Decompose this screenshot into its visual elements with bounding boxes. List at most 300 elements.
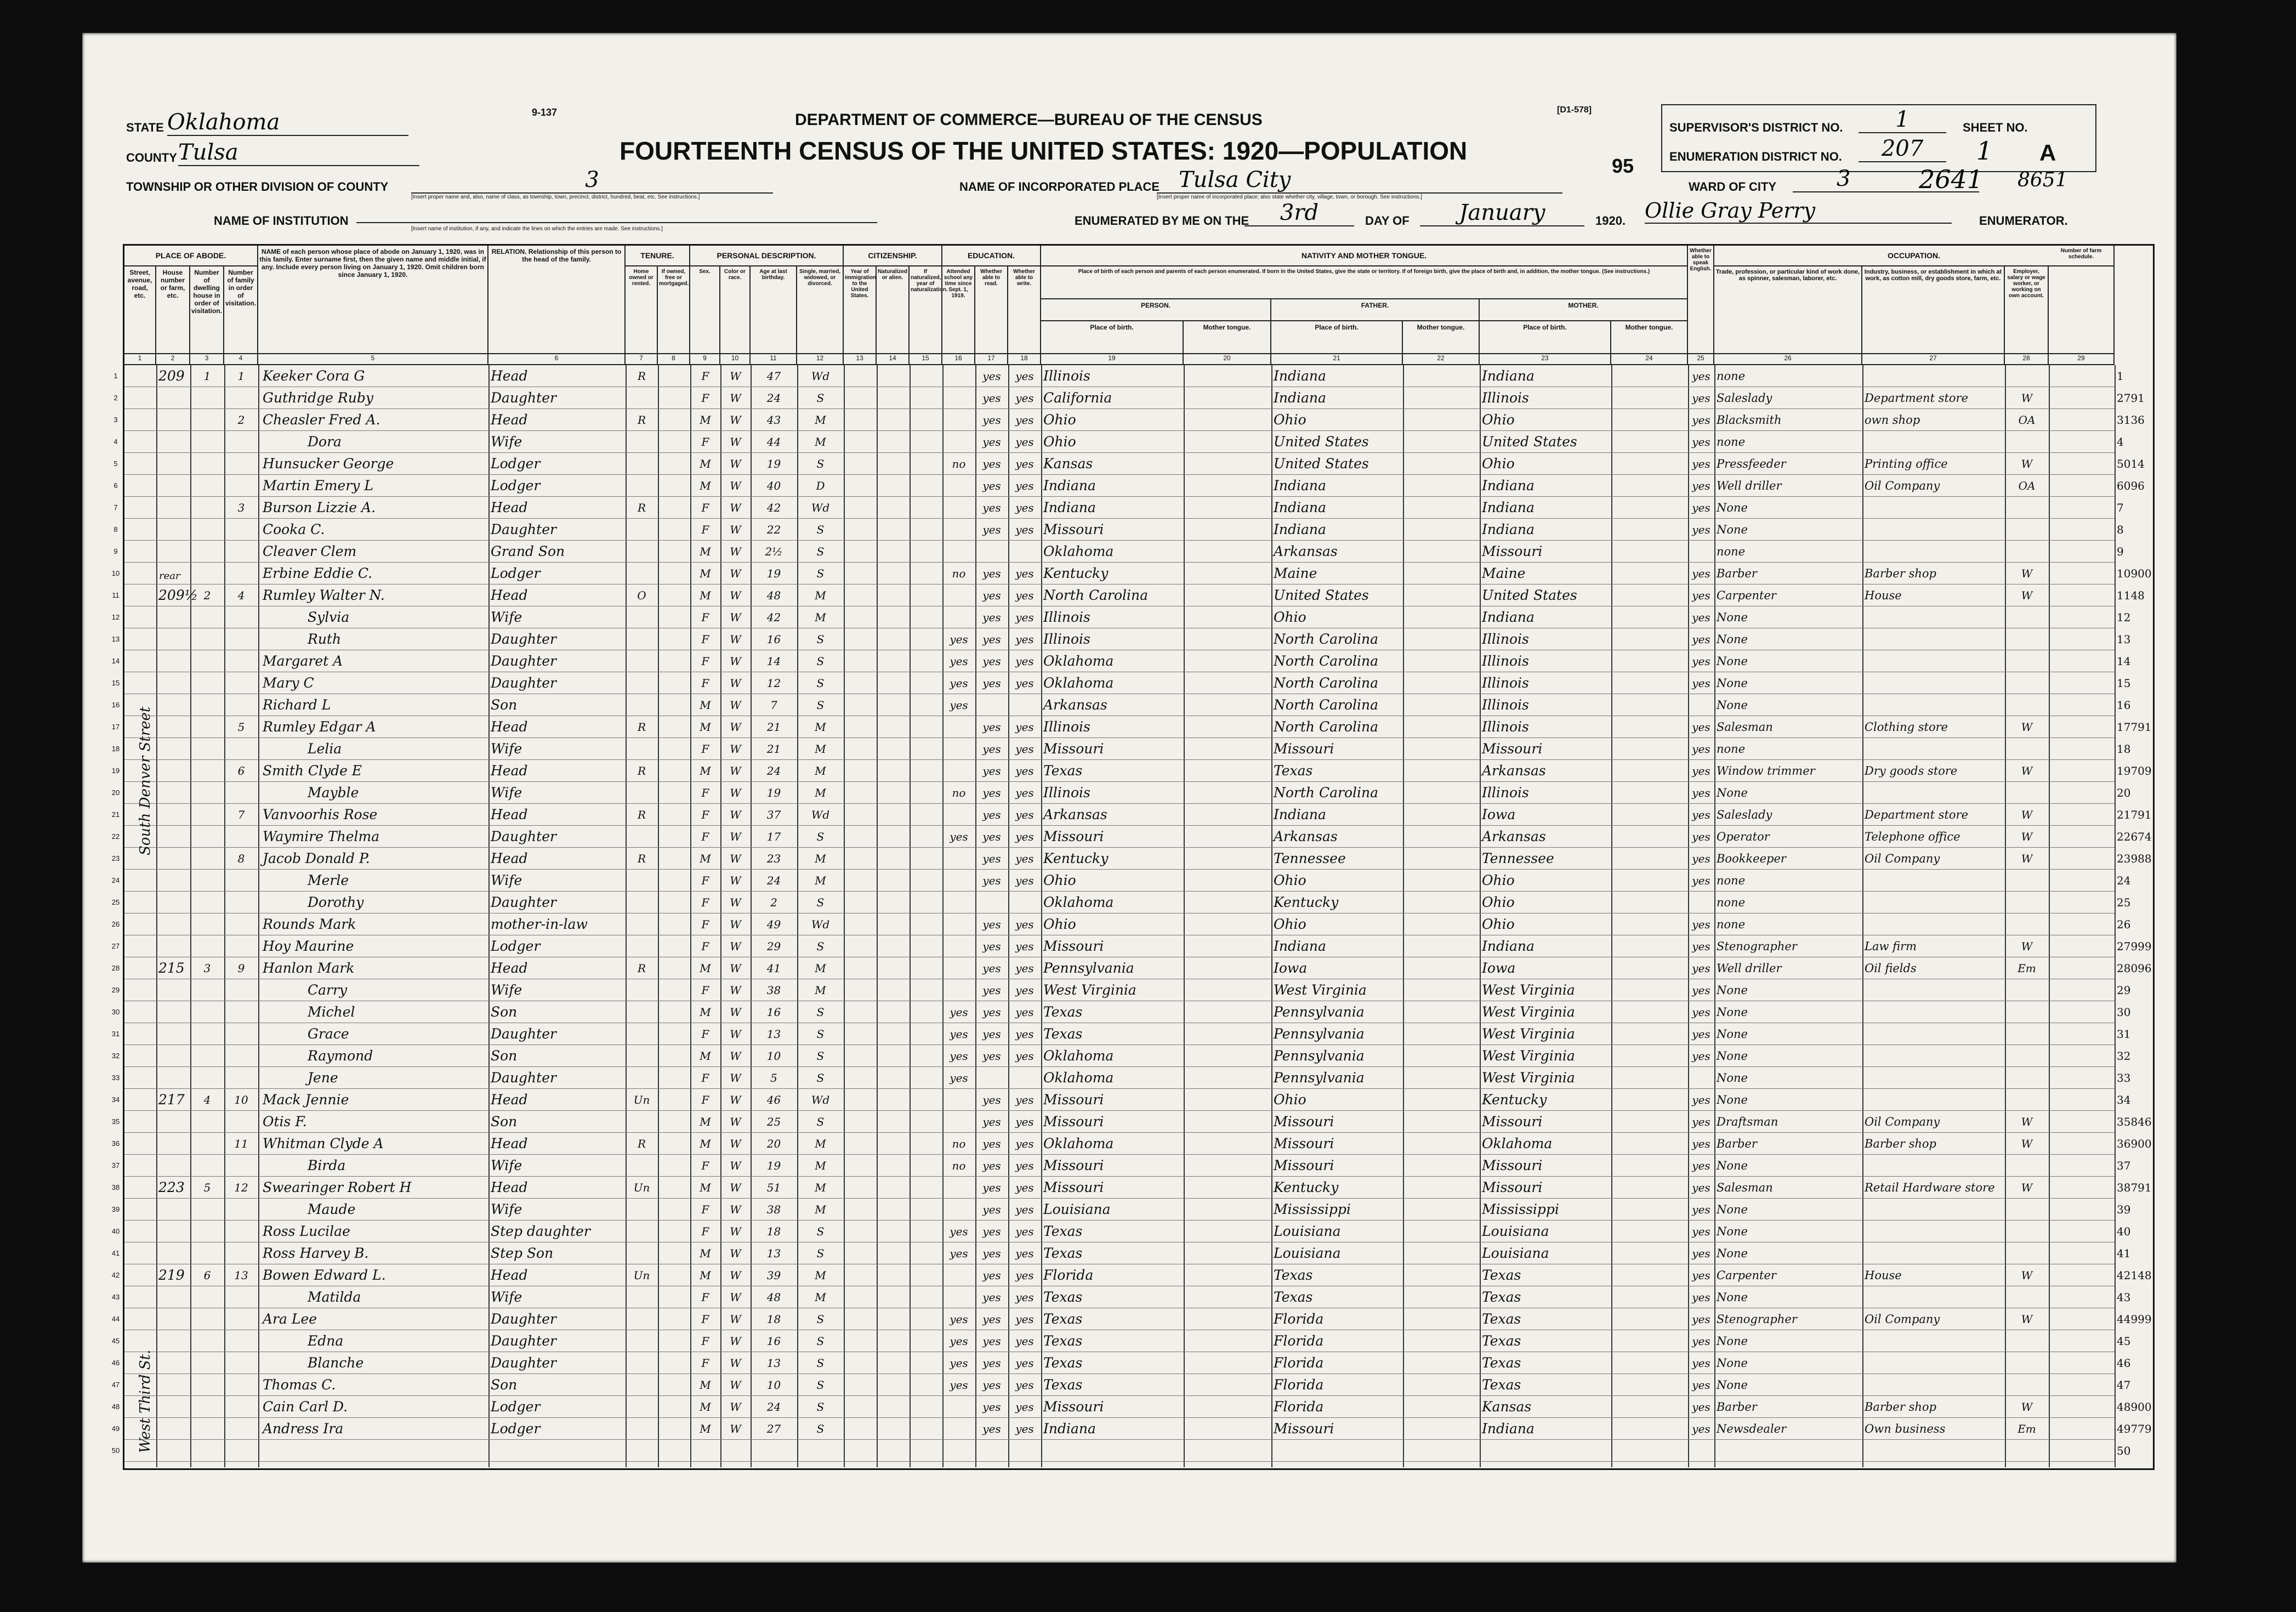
cell-mar: Wd (811, 918, 830, 931)
nativity-note: Place of birth of each person and parents of each person enumerated. If born in the United States, give the state or territory. If of foreign birth, give the place of birth and, in addition, the mother tongue. (See instructions.) (1041, 266, 1688, 299)
column-number: 20 (1184, 353, 1271, 365)
cell-emp: W (2021, 457, 2033, 470)
cell-fpob: North Carolina (1274, 785, 1379, 801)
cell-own: R (637, 808, 646, 821)
cell-sex: F (701, 918, 709, 931)
cell-age: 16 (766, 1006, 781, 1019)
cell-sch: no (952, 457, 966, 470)
census-sheet (82, 33, 2176, 1563)
col-marital: Single, married, widowed, or divorced. (797, 266, 844, 353)
cell-ind: House (1865, 589, 1902, 602)
cell-age: 40 (766, 479, 781, 492)
cell-mpob: Indiana (1482, 478, 1535, 493)
cell-mpob: Indiana (1482, 500, 1535, 515)
cell-house (156, 672, 190, 694)
group-occupation: OCCUPATION. (1714, 246, 2115, 266)
row-number: 20 (111, 788, 120, 797)
column-number: 17 (975, 353, 1008, 365)
table-row (113, 387, 2145, 409)
table-row (111, 848, 2152, 870)
cell-eng: yes (1692, 1335, 1710, 1348)
cell-house (156, 1199, 190, 1221)
cell-fpob: Ohio (1274, 609, 1306, 625)
cell-sch: no (952, 1159, 966, 1172)
cell-mar: M (815, 413, 826, 427)
cell-house (156, 1440, 190, 1462)
cell-race: W (730, 1071, 741, 1085)
cell-race: W (730, 896, 741, 909)
column-number: 11 (751, 353, 797, 365)
cell-dw: 1 (203, 370, 211, 383)
cell-sex: F (701, 1203, 709, 1216)
page-title: FOURTEENTH CENSUS OF THE UNITED STATES: 1920—POPULATION (620, 137, 1468, 165)
cell-rd: yes (982, 1356, 1001, 1370)
cell-fpob: Pennsylvania (1274, 1004, 1365, 1020)
table-row (113, 431, 2124, 453)
cell-sch (942, 365, 975, 387)
cell-fam (224, 1330, 258, 1352)
cell-age: 7 (770, 699, 777, 712)
row-number: 1 (113, 372, 118, 380)
cell-race: W (730, 457, 741, 470)
cell-wr: yes (1015, 830, 1034, 843)
row-number: 37 (111, 1161, 120, 1170)
cell-own (626, 672, 658, 694)
cell-eng: yes (1692, 808, 1710, 821)
department-heading: DEPARTMENT OF COMMERCE—BUREAU OF THE CENSUS (795, 111, 1263, 129)
cell-wr: yes (1015, 1093, 1034, 1106)
cell-rd: yes (982, 1422, 1001, 1435)
cell-pob: Florida (1043, 1267, 1094, 1283)
cell-fam (224, 979, 258, 1001)
cell-fam: 5 (237, 720, 245, 734)
cell-eng: yes (1692, 370, 1710, 383)
cell-mar: S (816, 457, 825, 470)
cell-mar: S (816, 567, 825, 580)
cell-emp: W (2021, 567, 2033, 580)
cell-rel: Head (491, 807, 528, 822)
cell-race: W (730, 1335, 741, 1348)
row-number: 17 (111, 723, 120, 731)
cell-age: 2 (770, 896, 777, 909)
rear-note: rear (159, 570, 180, 582)
row-number: 21 (111, 810, 120, 819)
cell-sex: M (700, 1006, 711, 1019)
row-code: 37 (2117, 1159, 2131, 1172)
cell-trade: Window trimmer (1717, 764, 1815, 777)
col-read: Whether able to read. (975, 266, 1008, 353)
cell-ind: Department store (1865, 808, 1969, 821)
cell-race: W (730, 545, 741, 558)
cell-sex: F (701, 1093, 709, 1106)
cell-rel: Daughter (491, 521, 556, 537)
cell-sex: F (701, 435, 709, 449)
cell-emp (2005, 628, 2049, 650)
cell-mar: Wd (811, 808, 830, 821)
cell-mar: M (815, 1291, 826, 1304)
cell-trade: none (1717, 918, 1746, 931)
cell-dw: 5 (203, 1181, 211, 1194)
cell-pob: Missouri (1043, 1157, 1104, 1173)
cell-fam: 4 (237, 589, 245, 602)
cell-eng: yes (1692, 457, 1710, 470)
row-code: 3136 (2117, 413, 2145, 427)
cell-house (156, 979, 190, 1001)
cell-wr: yes (1015, 786, 1034, 799)
cell-mpob: West Virginia (1482, 982, 1575, 998)
cell-age: 44 (766, 435, 781, 449)
cell-sch: yes (950, 830, 968, 843)
cell-race: W (730, 1356, 741, 1370)
cell-eng (1688, 1440, 1714, 1462)
cell-fam (224, 519, 258, 541)
cell-name: Mayble (308, 785, 359, 801)
cell-fpob: Texas (1274, 1267, 1313, 1283)
cell-emp (2005, 365, 2049, 387)
cell-rd: yes (982, 1137, 1001, 1150)
cell-eng (1688, 694, 1714, 716)
cell-own: Un (633, 1093, 650, 1106)
cell-name: Lelia (308, 741, 342, 757)
cell-wr: yes (1015, 1115, 1034, 1128)
row-number: 24 (111, 876, 120, 884)
row-code: 28096 (2117, 962, 2152, 975)
cell-fpob: Missouri (1274, 1157, 1334, 1173)
cell-pob: Kansas (1043, 456, 1093, 472)
cell-eng: yes (1692, 962, 1710, 975)
cell-emp: W (2021, 1115, 2033, 1128)
enumerated-label: ENUMERATED BY ME ON THE (1075, 214, 1249, 228)
column-number: 1 (124, 353, 156, 365)
cell-house (156, 475, 190, 497)
cell-wr: yes (1015, 391, 1034, 405)
cell-rd: yes (982, 1159, 1001, 1172)
cell-house (156, 848, 190, 870)
cell-sch: yes (950, 1225, 968, 1238)
cell-house (156, 1330, 190, 1352)
sheet-letter: A (2039, 140, 2056, 166)
cell-mpob: Texas (1482, 1355, 1521, 1371)
cell-eng: yes (1692, 1028, 1710, 1041)
cell-fpob: Ohio (1274, 916, 1306, 932)
table-row (111, 563, 2152, 584)
township-value: 3 (411, 167, 773, 194)
cell-sch (942, 1199, 975, 1221)
row-code: 25 (2117, 896, 2131, 909)
row-number: 42 (111, 1271, 120, 1279)
cell-mpob: Missouri (1482, 1179, 1543, 1195)
column-number: 21 (1271, 353, 1403, 365)
sheet-value: 1 (1976, 136, 1993, 166)
cell-mpob: Maine (1482, 565, 1526, 581)
cell-wr (1008, 541, 1041, 563)
cell-sch (942, 1111, 975, 1133)
row-code: 45 (2117, 1335, 2131, 1348)
cell-mpob: Illinois (1482, 719, 1529, 735)
cell-mar: S (816, 896, 825, 909)
cell-own (626, 453, 658, 475)
cell-name: Jacob Donald P. (263, 850, 370, 866)
col-naturalized: Naturalized or alien. (877, 266, 910, 353)
cell-trade: Barber (1717, 567, 1757, 580)
cell-ind (1862, 606, 2005, 628)
cell-race: W (730, 1115, 741, 1128)
cell-mpob: Illinois (1482, 675, 1529, 691)
street-note-south-denver: South Denver Street (137, 706, 154, 855)
cell-rel: Wife (491, 1289, 522, 1305)
cell-eng (1688, 1067, 1714, 1089)
cell-sch (942, 870, 975, 892)
cell-fpob: Mississippi (1274, 1201, 1351, 1217)
cell-own (626, 563, 658, 584)
cell-race: W (730, 1203, 741, 1216)
cell-sex: M (700, 1269, 711, 1282)
cell-trade: Saleslady (1717, 808, 1772, 821)
cell-house (156, 1111, 190, 1133)
table-row (113, 365, 2124, 387)
cell-fpob: Ohio (1274, 1092, 1306, 1108)
column-number: 24 (1611, 353, 1688, 365)
table-row (111, 1286, 2131, 1308)
cell-wr: yes (1015, 720, 1034, 734)
cell-house: 219 (158, 1267, 185, 1283)
cell-dw (190, 541, 224, 563)
cell-wr: yes (1015, 1335, 1034, 1348)
row-code: 30 (2117, 1006, 2131, 1019)
cell-dw (190, 1133, 224, 1155)
cell-own (626, 1001, 658, 1023)
cell-mpob: Texas (1482, 1377, 1521, 1393)
cell-dw (190, 606, 224, 628)
cell-fam: 10 (234, 1093, 248, 1106)
cell-ind: Oil fields (1865, 962, 1917, 975)
cell-wr: yes (1015, 1137, 1034, 1150)
cell-rel: Daughter (491, 1026, 556, 1042)
cell-rel: Head (491, 1092, 528, 1108)
cell-race: W (730, 1247, 741, 1260)
cell-own (626, 519, 658, 541)
column-number: 25 (1688, 353, 1714, 365)
cell-fam (224, 672, 258, 694)
cell-rel: Wife (491, 785, 522, 801)
table-row (111, 1440, 2131, 1462)
cell-sex: F (701, 786, 709, 799)
cell-race: W (730, 633, 741, 646)
col-employer: Employer, salary or wage worker, or working on own account. (2005, 266, 2049, 353)
cell-rd (975, 541, 1008, 563)
row-code: 35846 (2117, 1115, 2152, 1128)
cell-emp (2005, 913, 2049, 935)
cell-rd: yes (982, 1378, 1001, 1392)
cell-pob: Texas (1043, 763, 1083, 779)
cell-name: Martin Emery L (263, 478, 373, 493)
cell-emp: W (2021, 1181, 2033, 1194)
cell-eng: yes (1692, 1006, 1710, 1019)
cell-sch (942, 1418, 975, 1440)
cell-mar: S (816, 545, 825, 558)
cell-pob: Illinois (1043, 368, 1090, 384)
table-row (111, 760, 2152, 782)
cell-wr: yes (1015, 1269, 1034, 1282)
cell-emp (2005, 782, 2049, 804)
cell-rel: Son (491, 1377, 518, 1393)
cell-pob: Indiana (1043, 478, 1096, 493)
cell-own (626, 1023, 658, 1045)
cell-rel: Head (491, 1179, 528, 1195)
cell-name: Smith Clyde E (263, 763, 362, 779)
cell-eng: yes (1692, 1291, 1710, 1304)
row-number: 48 (111, 1403, 120, 1411)
cell-trade: Blacksmith (1717, 413, 1782, 427)
cell-race: W (730, 391, 741, 405)
column-number: 3 (190, 353, 224, 365)
cell-wr (1008, 1440, 1041, 1462)
cell-sex: F (701, 1335, 709, 1348)
cell-eng: yes (1692, 874, 1710, 887)
cell-rd: yes (982, 523, 1001, 536)
cell-sch (942, 1264, 975, 1286)
cell-pob: Ohio (1043, 872, 1076, 888)
cell-house (156, 782, 190, 804)
cell-dw (190, 650, 224, 672)
cell-sch: yes (950, 1006, 968, 1019)
cell-eng: yes (1692, 1247, 1710, 1260)
cell-age: 29 (766, 940, 781, 953)
cell-dw (190, 475, 224, 497)
cell-rel: Head (491, 763, 528, 779)
cell-house (156, 1001, 190, 1023)
cell-eng: yes (1692, 918, 1710, 931)
cell-wr: yes (1015, 1028, 1034, 1041)
cell-trade: None (1717, 1335, 1748, 1348)
cell-rd: yes (982, 677, 1001, 690)
cell-fpob: Kentucky (1274, 894, 1339, 910)
cell-age: 24 (766, 764, 781, 777)
cell-emp (2005, 1199, 2049, 1221)
cell-house (156, 628, 190, 650)
cell-mar: S (816, 523, 825, 536)
cell-fpob: Kentucky (1274, 1179, 1339, 1195)
cell-fpob: Texas (1274, 1289, 1313, 1305)
cell-wr: yes (1015, 1313, 1034, 1326)
row-number: 28 (111, 964, 120, 972)
cell-rd: yes (982, 589, 1001, 602)
cell-race: W (730, 918, 741, 931)
cell-dw (190, 716, 224, 738)
cell-emp: W (2021, 720, 2033, 734)
cell-age: 49 (766, 918, 781, 931)
cell-race: W (730, 742, 741, 756)
cell-name: Blanche (308, 1355, 364, 1371)
table-row (111, 1089, 2131, 1111)
row-code: 48900 (2117, 1400, 2152, 1414)
cell-name: Burson Lizzie A. (263, 500, 376, 515)
ward-label: WARD OF CITY (1689, 180, 1777, 194)
cell-eng: yes (1692, 720, 1710, 734)
cell-mar: S (816, 1049, 825, 1063)
cell-race: W (730, 1137, 741, 1150)
cell-mpob: Texas (1482, 1267, 1521, 1283)
cell-race: W (730, 1093, 741, 1106)
cell-mpob: Louisiana (1482, 1245, 1549, 1261)
cell-name: Hoy Maurine (263, 938, 354, 954)
cell-rd: yes (982, 1335, 1001, 1348)
cell-name: Richard L (263, 697, 331, 713)
cell-mar: S (816, 1028, 825, 1041)
cell-dw (190, 1111, 224, 1133)
cell-sch (942, 1396, 975, 1418)
row-number: 15 (111, 679, 120, 687)
cell-pob: Oklahoma (1043, 1048, 1114, 1064)
group-tenure: TENURE. (626, 246, 690, 266)
cell-race: W (730, 1159, 741, 1172)
cell-sex: F (701, 808, 709, 821)
cell-name: Hunsucker George (263, 456, 394, 472)
cell-race: W (730, 1006, 741, 1019)
cell-sch: yes (950, 1335, 968, 1348)
cell-ind: Barber shop (1865, 1137, 1936, 1150)
cell-rel: Daughter (491, 1311, 556, 1327)
cell-rd: yes (982, 633, 1001, 646)
cell-eng: yes (1692, 1400, 1710, 1414)
cell-age: 16 (766, 633, 781, 646)
institution-label: NAME OF INSTITUTION (214, 214, 349, 228)
cell-pob: Texas (1043, 1289, 1083, 1305)
cell-race: W (730, 786, 741, 799)
cell-eng: yes (1692, 1269, 1710, 1282)
row-number: 31 (111, 1030, 120, 1038)
cell-mpob: Iowa (1482, 960, 1516, 976)
cell-name: Sylvia (308, 609, 350, 625)
col-color: Color or race. (720, 266, 751, 353)
cell-emp (2005, 892, 2049, 913)
cell-trade: Stenographer (1717, 1313, 1797, 1326)
cell-rd: yes (982, 1400, 1001, 1414)
cell-ind (1862, 365, 2005, 387)
cell-rd: yes (982, 1291, 1001, 1304)
row-code: 17791 (2117, 720, 2152, 734)
cell-mar: M (815, 1203, 826, 1216)
cell-mar: S (816, 391, 825, 405)
cell-dw (190, 1330, 224, 1352)
cell-name: Rounds Mark (263, 916, 356, 932)
row-code: 33 (2117, 1071, 2131, 1085)
cell-name: Birda (308, 1157, 346, 1173)
cell-sch (942, 760, 975, 782)
cell-emp (2005, 1286, 2049, 1308)
col-person-pob: Place of birth. (1041, 321, 1184, 353)
group-place-of-abode: PLACE OF ABODE. (124, 246, 258, 266)
cell-sch (942, 848, 975, 870)
cell-trade: Newsdealer (1717, 1422, 1787, 1435)
cell-ind: Law firm (1865, 940, 1917, 953)
cell-rel: Head (491, 719, 528, 735)
cell-sch (942, 1089, 975, 1111)
cell-emp (2005, 1155, 2049, 1177)
cell-sex: F (701, 523, 709, 536)
cell-ind (1862, 1242, 2005, 1264)
cell-emp: Em (2017, 1422, 2036, 1435)
cell-own (626, 1308, 658, 1330)
cell-trade: None (1717, 1049, 1748, 1063)
cell-fpob: Arkansas (1274, 543, 1338, 559)
cell-sch (942, 387, 975, 409)
cell-rel: Lodger (491, 938, 541, 954)
cell-dw (190, 387, 224, 409)
row-code: 22674 (2117, 830, 2152, 843)
cell-pob: Texas (1043, 1004, 1083, 1020)
cell-house (156, 738, 190, 760)
